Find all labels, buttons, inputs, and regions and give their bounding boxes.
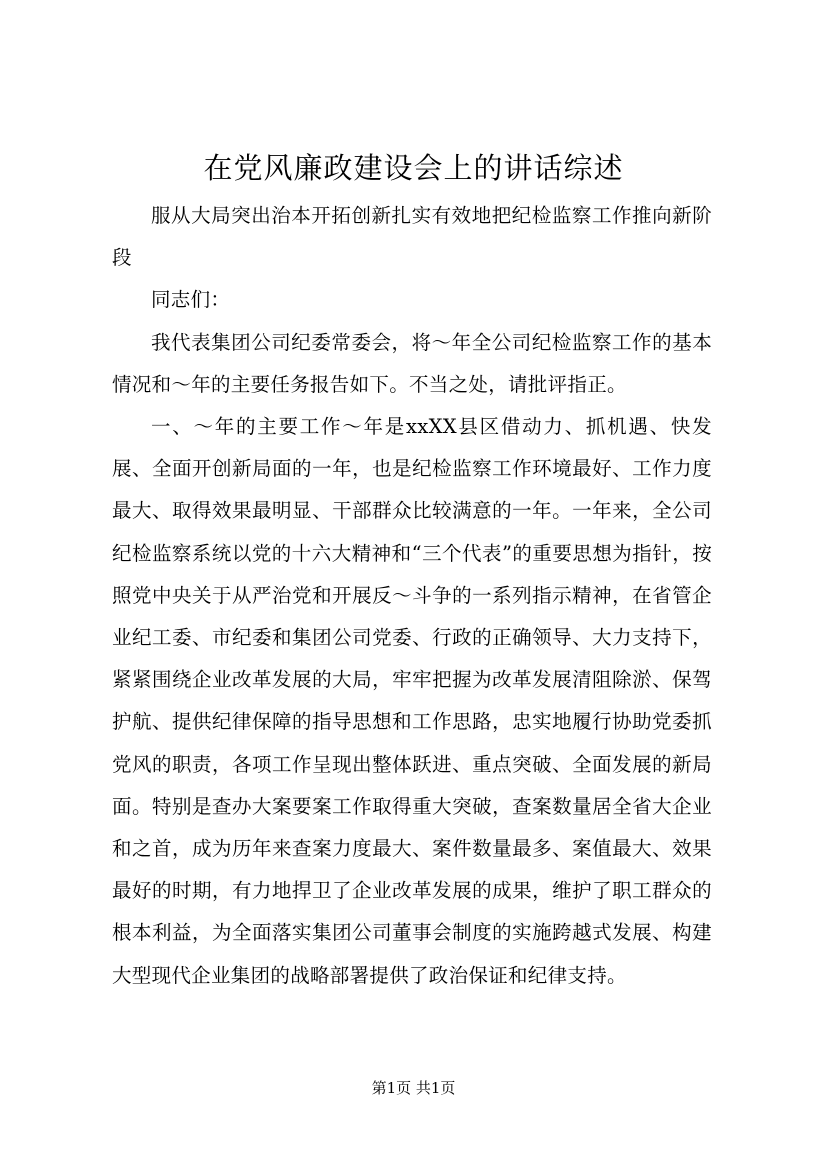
page-footer <box>0 1078 827 1098</box>
paragraph-intro: 我代表集团公司纪委常委会，将～年全公司纪检监察工作的基本情况和～年的主要任务报告如下。不当之处，请批评指正。 <box>112 330 712 396</box>
document-body <box>112 195 712 997</box>
document-title: 在党风廉政建设会上的讲话综述 <box>203 151 624 185</box>
page-number-label: 第1页 共1页 <box>371 1079 456 1097</box>
paragraph-main-work: 一、～年的主要工作～年是xxXX县区借动力、抓机遇、快发展、全面开创新局面的一年，也是纪检监察工作环境最好、工作力度最大、取得效果最明显、干部群众比较满意的一年。一年来，全公司纪检监察系统以党的十六大精神和“三个代表”的重要思想为指针，按照党中央关于从严治党和开展反～斗争的一系列指示精神，在省管企业纪工委、市纪委和集团公司党委、行政的正确领导、大力支持下，紧紧围绕企业改革发展的大局，牢牢把握为改革发展清阻除淤、保驾护航、提供纪律保障的指导思想和工作思路，忠实地履行协助党委抓党风的职责，各项工作呈现出整体跃进、重点突破、全面发展的新局面。特别是查办大案要案工作取得重大突破，查案数量居全省大企业和之首，成为历年来查案力度最大、案件数量最多、案值最大、效果最好的时期，有力地捍卫了企业改革发展的成果，维护了职工群众的根本利益，为全面落实集团公司董事会制度的实施跨越式发展、构建大型现代企业集团的战略部署提供了政治保证和纪律支持。 <box>112 415 712 987</box>
paragraph-subtitle: 服从大局突出治本开拓创新扎实有效地把纪检监察工作推向新阶段 <box>112 204 712 270</box>
paragraph-salutation: 同志们： <box>151 288 231 312</box>
